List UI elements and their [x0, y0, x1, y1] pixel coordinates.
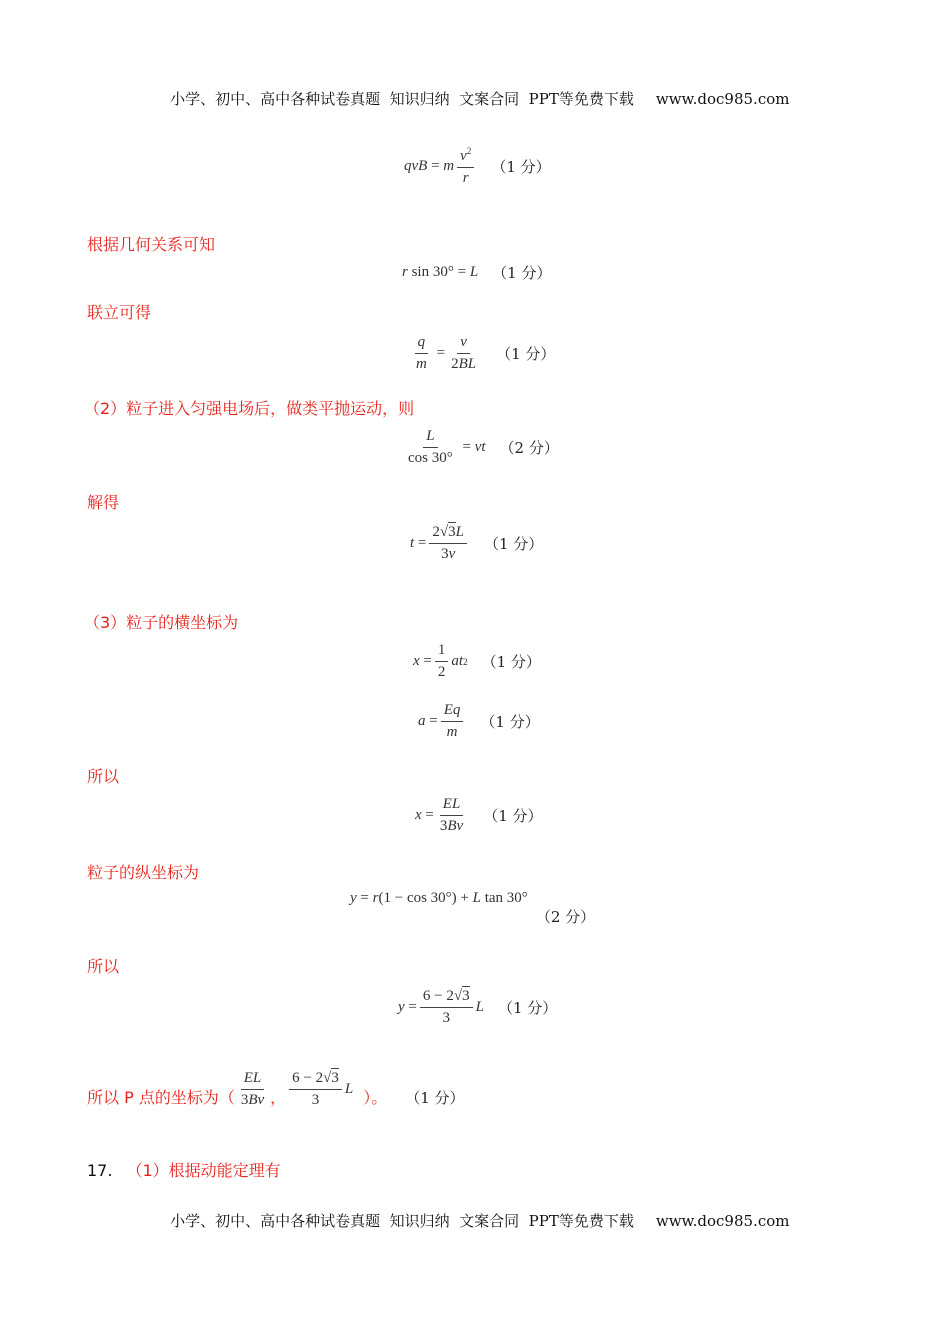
question-number: 17.: [87, 1161, 113, 1180]
footer-site[interactable]: www.doc985.com: [655, 1212, 790, 1230]
equation-time: t = $\frac{2√3L}{3v}$ （1 分）: [410, 524, 544, 563]
label-solve: 解得: [87, 493, 120, 512]
equation-time-relation: $\frac{L}{\cos 30^\circ}$ = vt （2 分）: [408, 428, 559, 467]
equation-acceleration: a = $\frac{Eq}{m}$ （1 分）: [418, 702, 540, 741]
footer-text: 小学、初中、高中各种试卷真题 知识归纳 文案合同 PPT等免费下载: [170, 1212, 634, 1230]
label-so-1: 所以: [87, 767, 120, 786]
score: （1 分）: [481, 653, 541, 672]
final-sep: ，: [270, 1089, 287, 1107]
label-geometry: 根据几何关系可知: [87, 235, 216, 254]
equation-y-result: y = $\frac{6 - 2√3}{3}$ L （1 分）: [398, 988, 558, 1027]
header-site[interactable]: www.doc985.com: [655, 90, 790, 108]
score: （2 分）: [499, 439, 559, 458]
label-y-coordinate: 粒子的纵坐标为: [87, 863, 200, 882]
equation-x-result: x = $\frac{EL}{3Bv}$ （1 分）: [415, 796, 543, 835]
equation-y-relation: y = r(1 − cos 30°) + L tan 30° （2 分）: [350, 890, 596, 926]
question-17-text: （1）根据动能定理有: [126, 1161, 281, 1180]
final-answer: 所以 P 点的坐标为（ $\frac{EL}{3Bv}$ ， $\frac{6 - 2√3}{3}$ L ）。 （1 分）: [87, 1070, 465, 1109]
score: （1 分）: [483, 807, 543, 826]
label-part3: （3）粒子的横坐标为: [84, 613, 239, 632]
final-prefix: 所以 P 点的坐标为（: [87, 1087, 235, 1107]
score: （1 分）: [480, 713, 540, 732]
page-footer: [0, 1192, 950, 1231]
equation-charge-mass: $\frac{q}{m}$ = $\frac{v}{2BL}$ （1 分）: [416, 334, 556, 373]
question-17: [87, 1158, 281, 1181]
label-so-2: 所以: [87, 957, 120, 976]
equation-lorentz: qvB = m $\frac{v^2}{r}$ （1 分）: [404, 146, 551, 187]
score: （1 分）: [496, 345, 556, 364]
score: （1 分）: [491, 158, 551, 177]
label-part2: （2）粒子进入匀强电场后，做类平抛运动，则: [84, 399, 415, 418]
final-suffix: ）。: [363, 1087, 388, 1107]
label-combine: 联立可得: [87, 303, 152, 322]
score: （2 分）: [535, 908, 596, 926]
score: （1 分）: [492, 264, 552, 282]
score: （1 分）: [497, 999, 558, 1018]
score: （1 分）: [405, 1088, 465, 1107]
equation-x-kinematic: x = $\frac{1}{2}$ at 2 （1 分）: [413, 642, 541, 681]
header-text: 小学、初中、高中各种试卷真题 知识归纳 文案合同 PPT等免费下载: [170, 90, 634, 108]
equation-geometry: r sin 30° = L （1 分）: [402, 264, 552, 282]
page-header: [0, 70, 950, 109]
score: （1 分）: [483, 535, 544, 554]
